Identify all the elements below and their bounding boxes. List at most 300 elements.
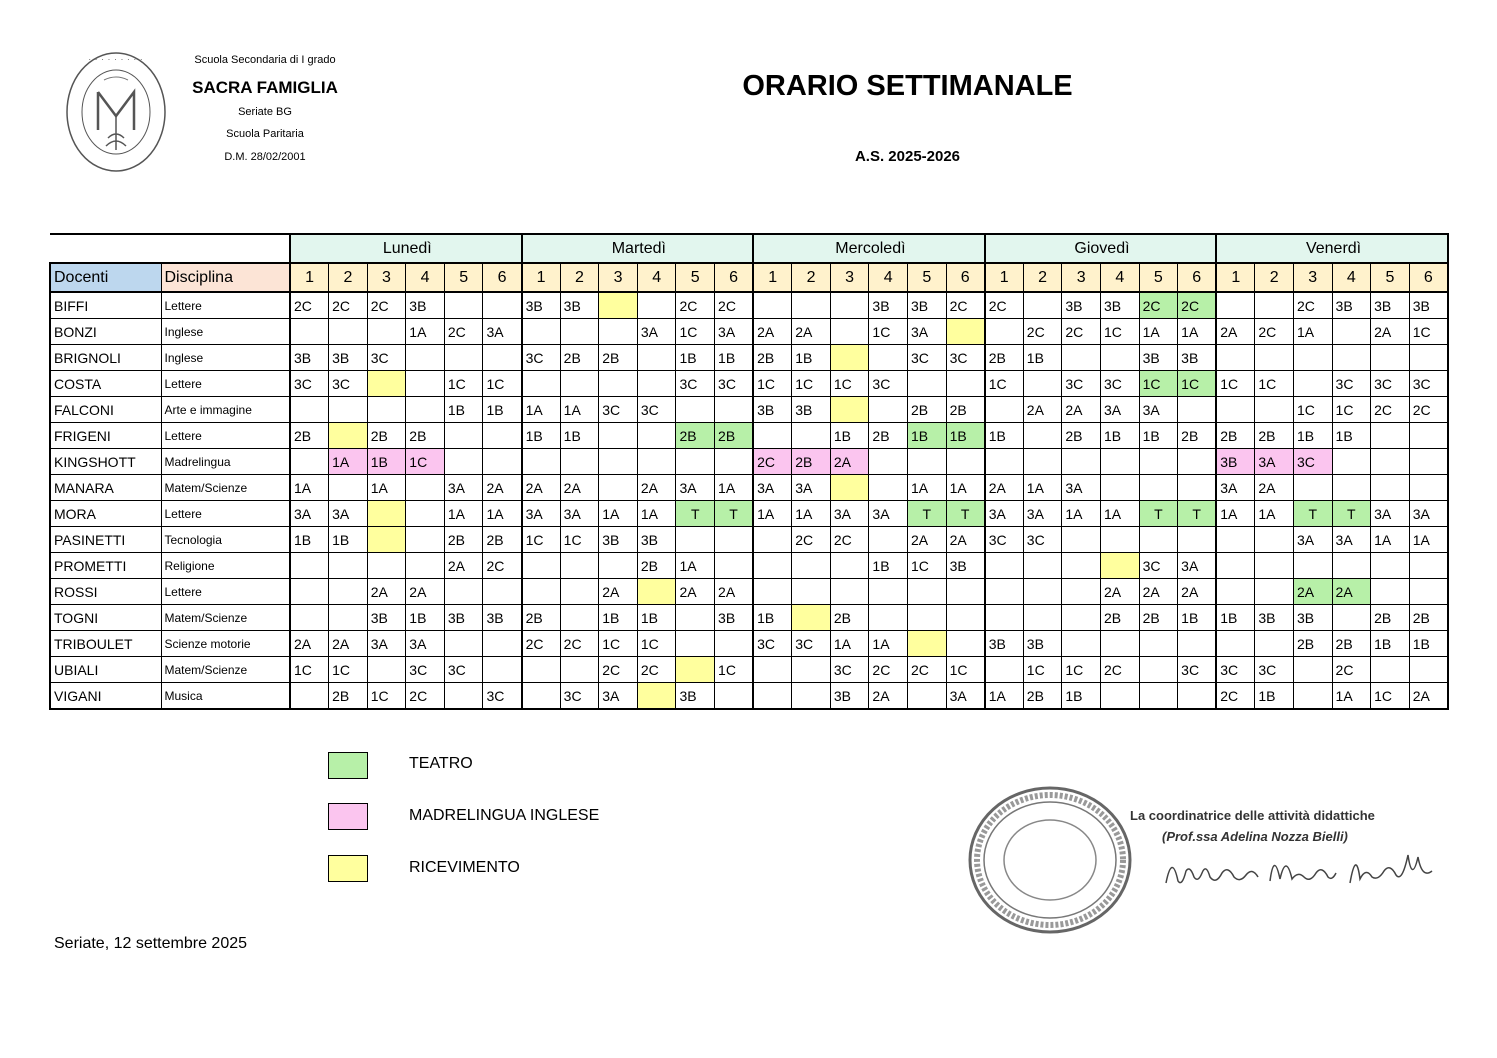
- schedule-cell: 2C: [1178, 292, 1217, 319]
- schedule-cell: 1C: [1216, 371, 1255, 397]
- schedule-cell: 1C: [792, 371, 831, 397]
- schedule-cell: [1100, 631, 1139, 657]
- period-header: 1: [753, 263, 792, 292]
- schedule-cell: [367, 501, 406, 527]
- period-header: 3: [367, 263, 406, 292]
- schedule-cell: 3C: [367, 345, 406, 371]
- schedule-cell: [1178, 683, 1217, 710]
- schedule-cell: 3C: [290, 371, 329, 397]
- schedule-cell: [444, 683, 483, 710]
- schedule-cell: [406, 345, 445, 371]
- schedule-cell: 2C: [830, 527, 869, 553]
- schedule-cell: [1100, 475, 1139, 501]
- schedule-cell: [908, 449, 947, 475]
- schedule-cell: [1216, 345, 1255, 371]
- school-name: SACRA FAMIGLIA: [192, 78, 338, 97]
- schedule-cell: 3C: [1371, 371, 1410, 397]
- schedule-cell: 1A: [985, 683, 1024, 710]
- schedule-cell: 1B: [637, 605, 676, 631]
- teacher-name: ROSSI: [50, 579, 161, 605]
- schedule-cell: [1409, 423, 1448, 449]
- schedule-cell: [637, 683, 676, 710]
- schedule-cell: [444, 631, 483, 657]
- signature: [1160, 843, 1440, 893]
- schedule-cell: [830, 345, 869, 371]
- schedule-cell: 3A: [1178, 553, 1217, 579]
- schedule-cell: 1A: [1293, 319, 1332, 345]
- schedule-cell: 2C: [522, 631, 561, 657]
- schedule-cell: 3A: [946, 683, 985, 710]
- schedule-cell: [290, 319, 329, 345]
- schedule-cell: 1C: [1332, 397, 1371, 423]
- schedule-cell: 3A: [1100, 397, 1139, 423]
- period-header: 4: [406, 263, 445, 292]
- schedule-cell: [1255, 292, 1294, 319]
- schedule-cell: 1C: [1062, 657, 1101, 683]
- schedule-cell: [367, 553, 406, 579]
- schedule-cell: [599, 475, 638, 501]
- schedule-cell: [985, 449, 1024, 475]
- schedule-cell: 2B: [483, 527, 522, 553]
- schedule-cell: 3B: [367, 605, 406, 631]
- schedule-cell: 1B: [1100, 423, 1139, 449]
- schedule-cell: [329, 605, 368, 631]
- period-header: 3: [1062, 263, 1101, 292]
- period-header: 5: [444, 263, 483, 292]
- schedule-cell: 2B: [560, 345, 599, 371]
- schedule-cell: 1C: [483, 371, 522, 397]
- schedule-cell: [792, 683, 831, 710]
- schedule-cell: [522, 553, 561, 579]
- schedule-cell: [1139, 527, 1178, 553]
- schedule-cell: [1023, 605, 1062, 631]
- schedule-cell: 3A: [1293, 527, 1332, 553]
- schedule-cell: [830, 475, 869, 501]
- schedule-cell: [290, 579, 329, 605]
- schedule-cell: 2A: [329, 631, 368, 657]
- school-decree: D.M. 28/02/2001: [224, 151, 306, 163]
- schedule-cell: 1A: [830, 631, 869, 657]
- table-row: [50, 397, 1448, 423]
- schedule-cell: 2B: [1062, 423, 1101, 449]
- schedule-cell: [946, 319, 985, 345]
- schedule-cell: [483, 449, 522, 475]
- schedule-cell: [599, 371, 638, 397]
- teacher-name: TRIBOULET: [50, 631, 161, 657]
- schedule-cell: 3A: [1023, 501, 1062, 527]
- schedule-cell: [946, 579, 985, 605]
- schedule-cell: [599, 292, 638, 319]
- schedule-cell: [637, 292, 676, 319]
- period-header: 2: [560, 263, 599, 292]
- schedule-cell: 2C: [869, 657, 908, 683]
- schedule-cell: [1023, 579, 1062, 605]
- subject-name: Matem/Scienze: [161, 605, 290, 631]
- schedule-cell: [753, 579, 792, 605]
- table-row: [50, 423, 1448, 449]
- schedule-cell: 3C: [406, 657, 445, 683]
- schedule-cell: 2C: [483, 553, 522, 579]
- schedule-cell: 2A: [1293, 579, 1332, 605]
- schedule-cell: 3C: [869, 371, 908, 397]
- schedule-cell: 1B: [792, 345, 831, 371]
- schedule-cell: 2C: [753, 449, 792, 475]
- schedule-cell: [908, 605, 947, 631]
- schedule-cell: 2A: [367, 579, 406, 605]
- schedule-cell: [1371, 423, 1410, 449]
- schedule-cell: 2C: [1371, 397, 1410, 423]
- schedule-cell: [560, 319, 599, 345]
- schedule-cell: [1216, 527, 1255, 553]
- schedule-cell: 2C: [1293, 292, 1332, 319]
- schedule-cell: 2C: [1255, 319, 1294, 345]
- schedule-cell: 2B: [444, 527, 483, 553]
- schedule-cell: 3A: [753, 475, 792, 501]
- schedule-cell: 1A: [329, 449, 368, 475]
- schedule-cell: [1255, 345, 1294, 371]
- schedule-cell: [483, 292, 522, 319]
- schedule-cell: [1023, 449, 1062, 475]
- schedule-cell: 3B: [522, 292, 561, 319]
- schedule-cell: 1C: [1139, 371, 1178, 397]
- schedule-cell: [483, 579, 522, 605]
- schedule-cell: [367, 371, 406, 397]
- schedule-cell: [560, 657, 599, 683]
- schedule-cell: [406, 527, 445, 553]
- schedule-cell: 3C: [753, 631, 792, 657]
- schedule-cell: 2B: [1332, 631, 1371, 657]
- schedule-cell: [1332, 475, 1371, 501]
- schedule-cell: [869, 605, 908, 631]
- schedule-cell: 3B: [1062, 292, 1101, 319]
- schedule-cell: [985, 553, 1024, 579]
- subject-name: Inglese: [161, 345, 290, 371]
- schedule-cell: [444, 345, 483, 371]
- schedule-cell: 2C: [560, 631, 599, 657]
- schedule-cell: 1C: [1409, 319, 1448, 345]
- schedule-cell: 1B: [599, 605, 638, 631]
- schedule-cell: 1B: [1062, 683, 1101, 710]
- schedule-cell: [753, 683, 792, 710]
- schedule-cell: 1B: [444, 397, 483, 423]
- schedule-cell: [946, 449, 985, 475]
- schedule-cell: 2B: [676, 423, 715, 449]
- coordinator-name: (Prof.ssa Adelina Nozza Bielli): [1162, 829, 1348, 844]
- teacher-name: PASINETTI: [50, 527, 161, 553]
- schedule-cell: 1B: [869, 553, 908, 579]
- schedule-cell: 2A: [1332, 579, 1371, 605]
- svg-text:· · · · · · · · ·: · · · · · · · · ·: [88, 56, 144, 64]
- schedule-cell: [1216, 397, 1255, 423]
- schedule-cell: 1C: [753, 371, 792, 397]
- schedule-cell: [367, 657, 406, 683]
- schedule-cell: [869, 579, 908, 605]
- schedule-cell: 3B: [946, 553, 985, 579]
- teacher-name: BRIGNOLI: [50, 345, 161, 371]
- schedule-cell: 3C: [560, 683, 599, 710]
- schedule-cell: [1255, 527, 1294, 553]
- schedule-cell: 1A: [715, 475, 754, 501]
- schedule-cell: 2C: [1409, 397, 1448, 423]
- schedule-cell: 3B: [908, 292, 947, 319]
- schedule-cell: [637, 579, 676, 605]
- schedule-cell: [753, 553, 792, 579]
- schedule-cell: 3B: [290, 345, 329, 371]
- schedule-cell: [1216, 631, 1255, 657]
- period-header: 6: [1178, 263, 1217, 292]
- schedule-cell: [1178, 475, 1217, 501]
- period-header: 6: [946, 263, 985, 292]
- schedule-cell: 3B: [985, 631, 1024, 657]
- schedule-cell: 1B: [1139, 423, 1178, 449]
- schedule-cell: 3A: [637, 319, 676, 345]
- schedule-cell: [1178, 397, 1217, 423]
- schedule-cell: 1A: [1062, 501, 1101, 527]
- schedule-cell: 3A: [908, 319, 947, 345]
- schedule-cell: 3B: [1023, 631, 1062, 657]
- schedule-cell: 2B: [1293, 631, 1332, 657]
- schedule-cell: [483, 657, 522, 683]
- period-header: 1: [985, 263, 1024, 292]
- schedule-cell: 2A: [1178, 579, 1217, 605]
- schedule-cell: 3A: [483, 319, 522, 345]
- schedule-cell: [290, 683, 329, 710]
- schedule-cell: 3B: [1409, 292, 1448, 319]
- schedule-cell: 2A: [869, 683, 908, 710]
- schedule-cell: 3B: [1255, 605, 1294, 631]
- teacher-name: MORA: [50, 501, 161, 527]
- schedule-cell: 2B: [792, 449, 831, 475]
- schedule-cell: 1C: [1255, 371, 1294, 397]
- schedule-cell: 2C: [329, 292, 368, 319]
- schedule-cell: 2B: [985, 345, 1024, 371]
- schedule-cell: 2A: [560, 475, 599, 501]
- subject-name: Lettere: [161, 579, 290, 605]
- schedule-cell: [830, 397, 869, 423]
- schedule-cell: 2A: [1216, 319, 1255, 345]
- schedule-cell: 1C: [1023, 657, 1062, 683]
- schedule-cell: [1139, 631, 1178, 657]
- schedule-cell: 1A: [1332, 683, 1371, 710]
- schedule-cell: 1B: [1023, 345, 1062, 371]
- schedule-cell: 3C: [830, 657, 869, 683]
- schedule-cell: [1409, 345, 1448, 371]
- schedule-cell: [753, 292, 792, 319]
- schedule-cell: 2A: [715, 579, 754, 605]
- schedule-cell: 3A: [1409, 501, 1448, 527]
- schedule-cell: 2A: [444, 553, 483, 579]
- schedule-cell: T: [946, 501, 985, 527]
- schedule-cell: 3B: [830, 683, 869, 710]
- schedule-cell: 2B: [1371, 605, 1410, 631]
- schedule-cell: 1C: [367, 683, 406, 710]
- schedule-cell: [946, 605, 985, 631]
- schedule-cell: 1A: [753, 501, 792, 527]
- schedule-cell: 3B: [599, 527, 638, 553]
- schedule-cell: 2A: [1100, 579, 1139, 605]
- schedule-cell: 1A: [637, 501, 676, 527]
- schedule-cell: 3C: [676, 371, 715, 397]
- schedule-cell: 1A: [444, 501, 483, 527]
- schedule-cell: [1216, 579, 1255, 605]
- schedule-cell: 3B: [869, 292, 908, 319]
- schedule-cell: 1C: [1371, 683, 1410, 710]
- legend-swatch-madrelingua: [328, 803, 368, 830]
- teacher-name: TOGNI: [50, 605, 161, 631]
- schedule-cell: 3C: [1023, 527, 1062, 553]
- schedule-cell: 1C: [522, 527, 561, 553]
- schedule-cell: T: [1332, 501, 1371, 527]
- subject-name: Lettere: [161, 292, 290, 319]
- subject-name: Musica: [161, 683, 290, 710]
- schedule-cell: 2A: [792, 319, 831, 345]
- schedule-cell: [1371, 449, 1410, 475]
- table-row: [50, 527, 1448, 553]
- schedule-cell: 2A: [985, 475, 1024, 501]
- schedule-cell: [1139, 475, 1178, 501]
- day-header: Giovedì: [985, 234, 1217, 263]
- schedule-cell: 1B: [830, 423, 869, 449]
- schedule-cell: [599, 319, 638, 345]
- schedule-cell: [985, 605, 1024, 631]
- schedule-cell: [290, 605, 329, 631]
- schedule-cell: 3A: [1062, 475, 1101, 501]
- schedule-cell: 3B: [676, 683, 715, 710]
- schedule-cell: 1C: [869, 319, 908, 345]
- schedule-cell: 3C: [483, 683, 522, 710]
- schedule-cell: [1178, 631, 1217, 657]
- schedule-cell: 2C: [985, 292, 1024, 319]
- schedule-cell: 1B: [1371, 631, 1410, 657]
- schedule-cell: [522, 449, 561, 475]
- schedule-cell: 3C: [1255, 657, 1294, 683]
- schedule-cell: [522, 683, 561, 710]
- schedule-cell: 1C: [1293, 397, 1332, 423]
- schedule-cell: [908, 683, 947, 710]
- day-header: Lunedì: [290, 234, 522, 263]
- schedule-cell: 1A: [367, 475, 406, 501]
- schedule-cell: [522, 579, 561, 605]
- schedule-cell: 3C: [329, 371, 368, 397]
- schedule-cell: 2A: [1255, 475, 1294, 501]
- schedule-cell: [1371, 345, 1410, 371]
- schedule-cell: T: [908, 501, 947, 527]
- schedule-cell: 1B: [1332, 423, 1371, 449]
- schedule-cell: T: [715, 501, 754, 527]
- schedule-cell: 1A: [1409, 527, 1448, 553]
- schedule-cell: [1332, 553, 1371, 579]
- schedule-cell: [522, 371, 561, 397]
- schedule-cell: 3A: [1332, 527, 1371, 553]
- schedule-cell: 1B: [1216, 605, 1255, 631]
- schedule-cell: [290, 397, 329, 423]
- schedule-cell: [1139, 657, 1178, 683]
- schedule-cell: [869, 397, 908, 423]
- schedule-cell: [1371, 475, 1410, 501]
- schedule-cell: [1023, 423, 1062, 449]
- schedule-cell: 1A: [522, 397, 561, 423]
- disciplina-header: Disciplina: [161, 263, 290, 292]
- schedule-cell: [1062, 631, 1101, 657]
- schedule-cell: [946, 371, 985, 397]
- schedule-cell: [715, 553, 754, 579]
- schedule-cell: [985, 657, 1024, 683]
- legend-swatch-ricevimento: [328, 855, 368, 882]
- schedule-cell: 2B: [599, 345, 638, 371]
- schedule-cell: 1B: [1255, 683, 1294, 710]
- schedule-cell: 2C: [715, 292, 754, 319]
- period-header: 5: [1371, 263, 1410, 292]
- schedule-cell: 1C: [406, 449, 445, 475]
- schedule-cell: 2B: [753, 345, 792, 371]
- schedule-cell: [599, 423, 638, 449]
- schedule-cell: 1B: [329, 527, 368, 553]
- schedule-cell: [715, 527, 754, 553]
- schedule-cell: [715, 631, 754, 657]
- schedule-cell: [830, 319, 869, 345]
- schedule-cell: 2A: [406, 579, 445, 605]
- legend-label-ricevimento: RICEVIMENTO: [409, 859, 520, 876]
- schedule-cell: [560, 449, 599, 475]
- subject-name: Inglese: [161, 319, 290, 345]
- schedule-cell: 1B: [676, 345, 715, 371]
- schedule-cell: 3C: [522, 345, 561, 371]
- schedule-cell: 3A: [830, 501, 869, 527]
- schedule-cell: [329, 423, 368, 449]
- schedule-cell: 2C: [290, 292, 329, 319]
- schedule-cell: 2A: [1139, 579, 1178, 605]
- schedule-cell: [1216, 553, 1255, 579]
- schedule-cell: [1409, 449, 1448, 475]
- period-header: 6: [483, 263, 522, 292]
- schedule-cell: 2B: [1023, 683, 1062, 710]
- schedule-cell: [444, 292, 483, 319]
- schedule-cell: 1C: [1178, 371, 1217, 397]
- subject-name: Matem/Scienze: [161, 475, 290, 501]
- schedule-cell: [908, 371, 947, 397]
- schedule-cell: 3C: [792, 631, 831, 657]
- schedule-cell: 3B: [1371, 292, 1410, 319]
- schedule-cell: 1C: [715, 657, 754, 683]
- schedule-cell: [676, 527, 715, 553]
- schedule-cell: [1409, 475, 1448, 501]
- schedule-cell: [329, 397, 368, 423]
- table-row: [50, 501, 1448, 527]
- schedule-cell: 2C: [367, 292, 406, 319]
- schedule-cell: [1178, 449, 1217, 475]
- schedule-cell: 1A: [908, 475, 947, 501]
- schedule-cell: 1B: [290, 527, 329, 553]
- schedule-cell: 1A: [792, 501, 831, 527]
- schedule-cell: 3A: [676, 475, 715, 501]
- schedule-cell: [560, 553, 599, 579]
- schedule-cell: [1255, 631, 1294, 657]
- schedule-cell: [560, 371, 599, 397]
- schedule-cell: 2B: [1255, 423, 1294, 449]
- table-row: [50, 292, 1448, 319]
- schedule-cell: 1B: [1409, 631, 1448, 657]
- academic-year: A.S. 2025-2026: [854, 148, 961, 165]
- table-row: [50, 371, 1448, 397]
- schedule-cell: [522, 657, 561, 683]
- coordinator-title: La coordinatrice delle attività didattiche: [1130, 808, 1375, 823]
- schedule-cell: [753, 527, 792, 553]
- schedule-cell: 2B: [1409, 605, 1448, 631]
- schedule-cell: [637, 371, 676, 397]
- schedule-cell: 1A: [1139, 319, 1178, 345]
- schedule-cell: 1B: [522, 423, 561, 449]
- blank-cell: [50, 234, 290, 263]
